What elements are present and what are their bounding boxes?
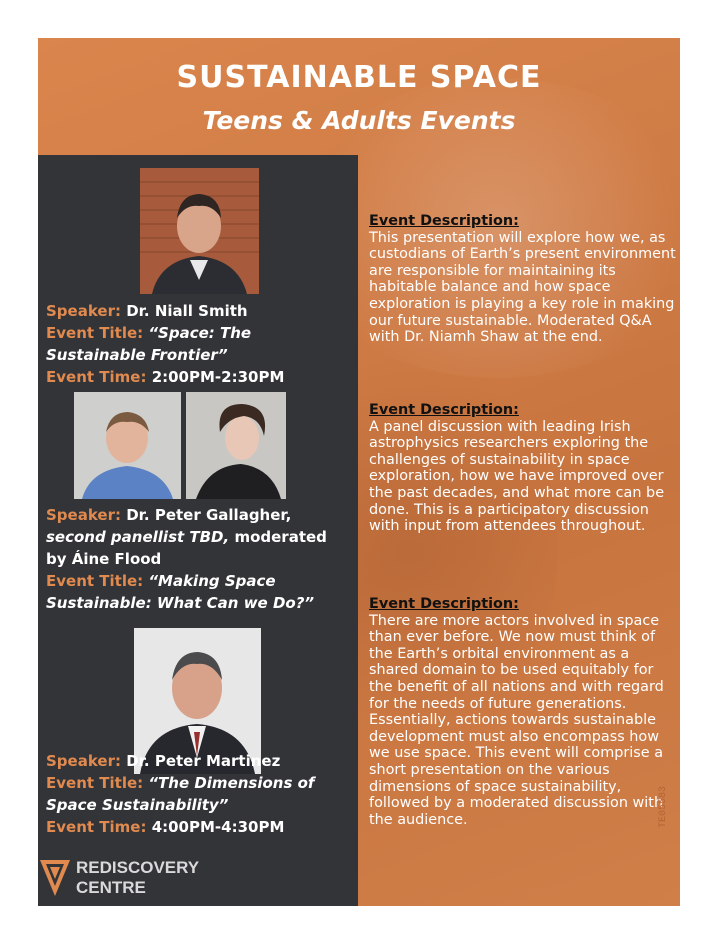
event-3-speaker: Dr. Peter Martinez [126,752,281,770]
event-1-description: This presentation will explore how we, as custodians of Earth’s present environment are responsible for maintaining its habitable balance and how space exploration is playing a key role in making our future sustainable. Moderated Q&A with Dr. Niamh Shaw at the end. [369,229,676,346]
event-2-description: A panel discussion with leading Irish astrophysics researchers exploring the challenges of sustainability in space exploration, how we have improved over the past decades, and what more can be done. This is a participatory discussion with input from attendees throughout. [369,418,665,535]
poster-subtitle: Teens & Adults Events [202,106,516,135]
event-title-label: Event Title: [46,774,144,792]
event-2-info [46,504,346,614]
event-1-title: “Space: The Sustainable Frontier” [46,324,252,364]
speaker-photo-gallagher [74,392,181,499]
event-3-info [46,750,346,838]
event-3-description-block [369,596,677,828]
event-2-speaker-tail: moderated by Áine Flood [46,528,327,568]
logo-triangle-icon [40,860,70,896]
event-description-heading: Event Description: [369,213,519,229]
event-1-time-line [46,366,346,388]
event-3-title-line [46,772,346,816]
speaker-label: Speaker: [46,302,121,320]
print-code: TE05583 [658,785,669,828]
event-title-label: Event Title: [46,324,144,342]
event-3-time: 4:00PM-4:30PM [151,818,285,836]
event-2-title: “Making Space Sustainable: What Can we Do?” [46,572,315,612]
event-2-speaker: Dr. Peter Gallagher, [126,506,292,524]
event-3-time-line [46,816,346,838]
event-description-heading: Event Description: [369,596,519,612]
poster-title: SUSTAINABLE SPACE [176,60,542,95]
event-2-title-line [46,570,346,614]
rediscovery-centre-logo [38,856,278,900]
speaker-label: Speaker: [46,506,121,524]
speaker-photo-panellist [186,392,286,499]
event-poster [38,38,680,906]
event-2-speaker-line [46,504,346,570]
event-3-speaker-line [46,750,346,772]
speaker-label: Speaker: [46,752,121,770]
event-2-description-block [369,402,677,535]
event-1-time: 2:00PM-2:30PM [151,368,285,386]
event-time-label: Event Time: [46,368,147,386]
event-1-description-block [369,213,677,346]
event-time-label: Event Time: [46,818,147,836]
event-1-info [46,300,346,388]
event-1-speaker-line [46,300,346,322]
event-title-label: Event Title: [46,572,144,590]
event-3-description: There are more actors involved in space than ever before. We now must think of the Earth’s orbital environment as a shared domain to be used equitably for the benefit of all nations and with regard for the needs of future generations. Essentially, actions towards sustainable development must also encompass how we use space. This event will comprise a short presentation on the various dimensions of space sustainability, followed by a moderated discussion with the audience. [369,612,664,828]
event-description-heading: Event Description: [369,402,519,418]
event-1-speaker: Dr. Niall Smith [126,302,248,320]
logo-line-1: REDISCOVERY [76,858,200,877]
event-2-speaker-extra: second panellist TBD, [46,528,230,546]
logo-line-2: CENTRE [76,878,146,897]
speaker-photo-smith [140,168,259,294]
event-1-title-line [46,322,346,366]
event-3-title: “The Dimensions of Space Sustainability” [46,774,315,814]
